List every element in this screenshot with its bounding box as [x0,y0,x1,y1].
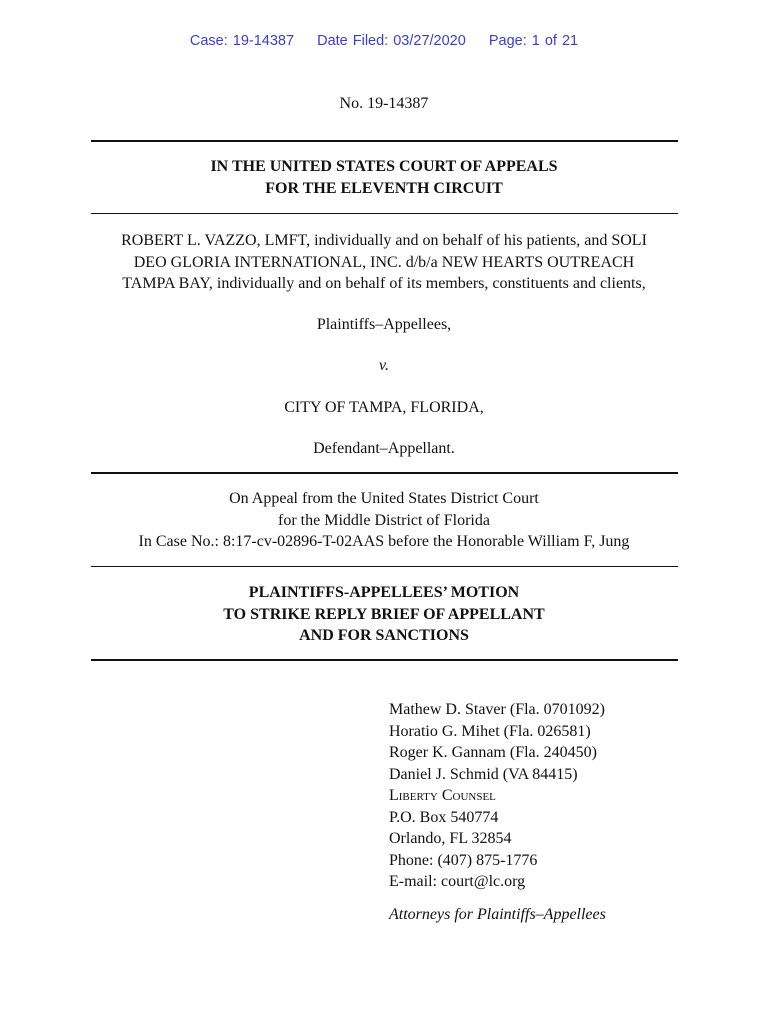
filing-header [0,33,768,49]
court-title [0,156,768,199]
plaintiffs-caption [0,230,768,295]
plaintiffs-line3: TAMPA BAY, individually and on behalf of its members, constituents and clients, [122,275,646,292]
counsel-line: Orlando, FL 32854 [389,830,512,847]
counsel-email: E-mail: court@lc.org [389,873,526,890]
case-number-header: Case: 19-14387 [189,33,295,49]
plaintiffs-line1: ROBERT L. VAZZO, LMFT, individually and on behalf of his patients, and SOLI [121,232,647,249]
divider-top [91,140,678,142]
divider-court [91,213,678,214]
counsel-line: P.O. Box 540774 [389,808,499,826]
motion-title-line3: AND FOR SANCTIONS [299,627,469,644]
appeal-line3: In Case No.: 8:17-cv-02896-T-02AAS before the Honorable William F, Jung [138,533,630,550]
appeal-line1: On Appeal from the United States District Court [229,490,539,507]
counsel-line: Daniel J. Schmid (VA 84415) [389,765,578,783]
motion-title [0,582,768,647]
appeal-info [0,488,768,553]
appeal-line2: for the Middle District of Florida [278,511,490,529]
counsel-line: Roger K. Gannam (Fla. 240450) [389,744,597,761]
plaintiffs-role: Plaintiffs–Appellees, [316,316,452,333]
defendant-role: Defendant–Appellant. [313,440,455,457]
attorneys-for: Attorneys for Plaintiffs–Appellees [389,906,606,923]
divider-appeal [91,566,678,567]
counsel-block [389,699,605,893]
plaintiffs-line2: DEO GLORIA INTERNATIONAL, INC. d/b/a NEW HEARTS OUTREACH [133,253,635,271]
counsel-line: Horatio G. Mihet (Fla. 026581) [389,722,591,740]
motion-title-line2: TO STRIKE REPLY BRIEF OF APPELLANT [223,605,545,623]
court-title-line2: FOR THE ELEVENTH CIRCUIT [265,179,503,197]
motion-title-line1: PLAINTIFFS-APPELLEES’ MOTION [248,584,520,601]
docket-number: No. 19-14387 [339,95,429,112]
court-title-line1: IN THE UNITED STATES COURT OF APPEALS [210,158,558,175]
defendant-name: CITY OF TAMPA, FLORIDA, [284,399,484,416]
versus: v. [379,357,389,374]
date-filed-header: Date Filed: 03/27/2020 [317,33,466,49]
firm-name: Liberty Counsel [389,787,496,804]
divider-parties [91,472,678,474]
page-number-header: Page: 1 of 21 [488,33,579,49]
counsel-line: Mathew D. Staver (Fla. 0701092) [389,701,605,718]
counsel-phone: Phone: (407) 875-1776 [389,851,538,869]
divider-motion [91,659,678,661]
